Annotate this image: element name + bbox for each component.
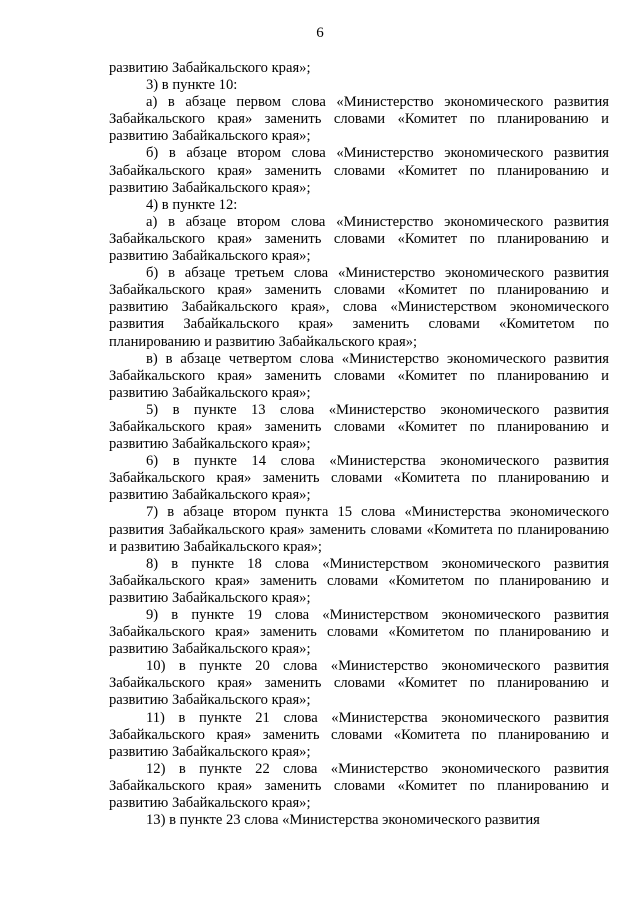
- paragraph: развитию Забайкальского края»;: [109, 60, 311, 76]
- paragraph: 11) в пункте 21 слова «Министерства экономического развития Забайкальского края» заменить словами «Комитета по планированию и развитию Забайкальского края»;: [109, 709, 609, 760]
- paragraph: б) в абзаце втором слова «Министерство экономического развития Забайкальского края» заменить словами «Комитет по планированию и развитию Забайкальского края»;: [109, 145, 609, 196]
- paragraph: 5) в пункте 13 слова «Министерство экономического развития Забайкальского края» заменить словами «Комитет по планированию и развитию Забайкальского края»;: [109, 401, 609, 453]
- paragraph: 6) в пункте 14 слова «Министерства экономического развития Забайкальского края» заменить словами «Комитета по планированию и развитию Забайкальского края»;: [109, 453, 609, 504]
- paragraph: 4) в пункте 12:: [146, 196, 238, 213]
- paragraph: 7) в абзаце втором пункта 15 слова «Министерства экономического развития Забайкальского края» заменить словами «Комитета по планированию и развитию Забайкальского края»;: [109, 504, 609, 555]
- paragraph: 10) в пункте 20 слова «Министерство экономического развития Забайкальского края» заменить словами «Комитет по планированию и развитию Забайкальского края»;: [109, 658, 609, 709]
- paragraph: 3) в пункте 10:: [146, 77, 238, 94]
- paragraph: 13) в пункте 23 слова «Министерства экономического развития: [146, 812, 540, 829]
- paragraph: 9) в пункте 19 слова «Министерством экономического развития Забайкальского края» заменить словами «Комитетом по планированию и развитию Забайкальского края»;: [109, 607, 609, 658]
- page-number: 6: [316, 25, 324, 41]
- paragraph: в) в абзаце четвертом слова «Министерство экономического развития Забайкальского края» заменить словами «Комитет по планированию и развитию Забайкальского края»;: [109, 350, 609, 401]
- paragraph: 8) в пункте 18 слова «Министерством экономического развития Забайкальского края» заменить словами «Комитетом по планированию и развитию Забайкальского края»;: [109, 555, 609, 606]
- document-body: [109, 60, 609, 829]
- paragraph: 12) в пункте 22 слова «Министерство экономического развития Забайкальского края» заменить словами «Комитет по планированию и развитию Забайкальского края»;: [109, 760, 609, 812]
- paragraph: б) в абзаце третьем слова «Министерство экономического развития Забайкальского края» заменить словами «Комитет по планированию и развитию Забайкальского края», слова «Министерством экономического развития Забайкальского края» заменить словами «Комитетом по планированию и развитию Забайкальского края»;: [109, 265, 609, 350]
- paragraph: а) в абзаце первом слова «Министерство экономического развития Забайкальского края» заменить словами «Комитет по планированию и развитию Забайкальского края»;: [109, 94, 609, 145]
- paragraph: а) в абзаце втором слова «Министерство экономического развития Забайкальского края» заменить словами «Комитет по планированию и развитию Забайкальского края»;: [109, 213, 609, 265]
